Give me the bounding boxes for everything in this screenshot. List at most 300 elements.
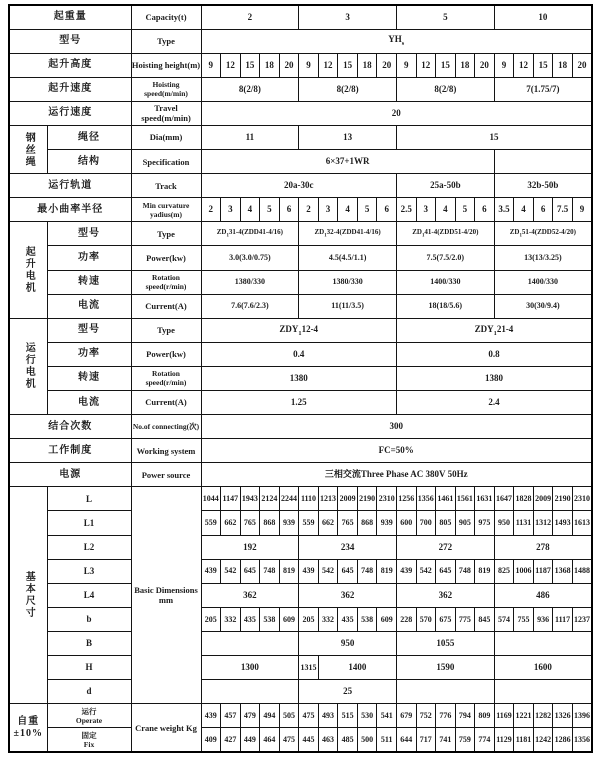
cell-content: 11(11/3.5) [331, 301, 364, 311]
cell-content: 12 [323, 59, 333, 70]
row-label-en-hm-power [131, 246, 201, 270]
cell-content: Crane weight Kg [135, 722, 197, 733]
cell-tm-power [201, 342, 396, 366]
row-label-zh-tm-type [47, 318, 131, 342]
cell-weight-fix [221, 728, 241, 752]
cell-hoisting-height [338, 53, 358, 77]
cell-dim-L3 [338, 559, 358, 583]
cell-content: 18 [362, 59, 372, 70]
cell-content: 电源 [59, 468, 82, 480]
cell-content: 485 [341, 734, 354, 744]
cell-content: 结合次数 [48, 420, 93, 432]
cell-dim-L [260, 487, 280, 511]
cell-dim-L [318, 487, 338, 511]
cell-hoisting-height [533, 53, 553, 77]
cell-weight-fix [338, 728, 358, 752]
cell-content: Rotation speed(r/min) [145, 273, 187, 292]
cell-content: $ZD_132-4(ZDD41-4/16)$ [314, 228, 381, 239]
cell-content: 1131 [515, 518, 532, 528]
cell-content: 332 [322, 614, 335, 624]
row-label-zh-tm-power [47, 342, 131, 366]
cell-content: 20 [479, 59, 489, 70]
cell-content: L [85, 493, 92, 504]
cell-tm-speed [201, 366, 396, 390]
cell-content: 1110 [300, 494, 317, 504]
row-label-en-connecting [131, 415, 201, 439]
cell-dim-b [533, 607, 553, 631]
cell-content: 645 [341, 566, 354, 576]
cell-content: 15 [343, 59, 353, 70]
cell-content: 运行速度 [48, 107, 93, 119]
cell-content: 205 [302, 614, 315, 624]
cell-content: 1315 [300, 662, 317, 672]
cell-content: 445 [302, 734, 315, 744]
cell-min-curvature [494, 198, 514, 222]
cell-min-curvature [318, 198, 338, 222]
cell-content: 6 [384, 204, 389, 215]
dim-label-L2 [47, 535, 131, 559]
cell-content: 4 [345, 204, 350, 215]
cell-dim-L [201, 487, 221, 511]
cell-content: 645 [243, 566, 256, 576]
cell-hm-current [396, 294, 494, 318]
cell-dim-L1 [533, 511, 553, 535]
row-label-zh-type [9, 29, 131, 53]
cell-content: Hoisting height(m) [131, 60, 201, 71]
cell-content: 600 [400, 518, 413, 528]
cell-rope-dia [396, 125, 592, 149]
row-label-en-travel-speed [131, 101, 201, 125]
cell-content: 2310 [378, 494, 395, 504]
cell-content: 427 [224, 734, 237, 744]
cell-dim-L3 [494, 559, 514, 583]
cell-min-curvature [416, 198, 436, 222]
cell-content: 205 [204, 614, 217, 624]
cell-weight-fix [260, 728, 280, 752]
cell-content: 819 [282, 566, 295, 576]
cell-content: 4 [521, 204, 526, 215]
cell-content: 759 [458, 734, 471, 744]
cell-content: 950 [497, 518, 510, 528]
cell-dim-b [377, 607, 397, 631]
cell-content: Power(kw) [146, 349, 186, 360]
cell-content: 型号 [78, 324, 100, 336]
cell-content: 1631 [476, 494, 493, 504]
cell-content: 645 [439, 566, 452, 576]
cell-content: 717 [419, 734, 432, 744]
cell-rope-spec [201, 150, 494, 174]
cell-dim-L3 [240, 559, 260, 583]
cell-content: 8(2/8) [336, 83, 359, 94]
cell-content: 774 [478, 734, 491, 744]
cell-hoisting-height [416, 53, 436, 77]
table-row-tm-current [9, 391, 592, 415]
cell-content: 1237 [573, 614, 590, 624]
cell-content: 662 [224, 518, 237, 528]
cell-weight-operate [572, 704, 592, 728]
cell-dim-d [396, 680, 494, 704]
cell-content: 8(2/8) [238, 83, 261, 94]
cell-content: 805 [439, 518, 452, 528]
cell-content: 1286 [554, 734, 571, 744]
cell-dim-H [318, 656, 396, 680]
cell-content: 2 [247, 11, 253, 22]
cell-content: 868 [361, 518, 374, 528]
cell-content: d [86, 686, 92, 697]
cell-dim-L1 [221, 511, 241, 535]
cell-hoisting-height [494, 53, 514, 77]
cell-content: 609 [380, 614, 393, 624]
cell-dim-L1 [416, 511, 436, 535]
row-label-zh-tm-speed [47, 366, 131, 390]
cell-hoisting-height [260, 53, 280, 77]
cell-content: 748 [361, 566, 374, 576]
cell-dim-L3 [416, 559, 436, 583]
cell-content: Hoisting speed(m/min) [144, 80, 188, 99]
cell-content: 679 [400, 710, 413, 720]
cell-dim-L [475, 487, 495, 511]
cell-content: 型号 [59, 35, 82, 47]
hoist-model [201, 29, 592, 53]
cell-track [396, 174, 494, 198]
travel-motor-model [396, 318, 592, 342]
cell-content: 运行 Operate [75, 706, 103, 725]
cell-hoisting-height [514, 53, 534, 77]
cell-dim-L3 [377, 559, 397, 583]
cell-content: 819 [380, 566, 393, 576]
cell-content: 300 [389, 421, 403, 432]
cell-dim-L1 [201, 511, 221, 535]
cell-content: 1300 [240, 662, 259, 673]
cell-content: 2190 [554, 494, 571, 504]
cell-content: 228 [400, 614, 413, 624]
cell-content: 1561 [456, 494, 473, 504]
row-label-en-hoisting-height [131, 53, 201, 77]
row-label-zh-hm-current [47, 294, 131, 318]
cell-content: 435 [341, 614, 354, 624]
cell-content: 1356 [417, 494, 434, 504]
table-row-capacity [9, 5, 592, 29]
cell-dim-b [201, 607, 221, 631]
cell-dim-L3 [260, 559, 280, 583]
cell-weight-operate [553, 704, 573, 728]
row-label-zh-hm-type [47, 222, 131, 246]
travel-motor-model [201, 318, 396, 342]
cell-min-curvature [279, 198, 299, 222]
cell-capacity [299, 5, 397, 29]
cell-content: 5 [267, 204, 272, 215]
cell-hoisting-height [221, 53, 241, 77]
cell-dim-L3 [201, 559, 221, 583]
cell-hoisting-height [475, 53, 495, 77]
table-row-working-system [9, 439, 592, 463]
cell-content: 609 [282, 614, 295, 624]
cell-hm-speed [201, 270, 299, 294]
cell-weight-operate [436, 704, 456, 728]
cell-weight-operate [514, 704, 534, 728]
cell-weight-operate [201, 704, 221, 728]
row-label-en-track [131, 174, 201, 198]
table-row-hoisting-speed [9, 77, 592, 101]
cell-weight-fix [553, 728, 573, 752]
cell-content: 8(2/8) [434, 83, 457, 94]
cell-content: 最小曲率半径 [37, 203, 104, 215]
cell-content: 三相交流Three Phase AC 380V 50Hz [324, 469, 468, 480]
cell-content: 559 [204, 518, 217, 528]
cell-content: 1943 [241, 494, 258, 504]
cell-content: 362 [243, 589, 257, 600]
cell-weight-operate [221, 704, 241, 728]
cell-content: 1380/330 [234, 277, 265, 287]
cell-min-curvature [357, 198, 377, 222]
cell-weight-operate [533, 704, 553, 728]
cell-content: 475 [302, 710, 315, 720]
cell-content: 765 [243, 518, 256, 528]
cell-content: 1242 [535, 734, 552, 744]
cell-min-curvature [377, 198, 397, 222]
table-row-type [9, 29, 592, 53]
hoist-motor-model [299, 222, 397, 246]
cell-hm-power [299, 246, 397, 270]
cell-content: 固定 Fix [81, 730, 97, 749]
cell-content: 1461 [437, 494, 454, 504]
cell-content: 755 [517, 614, 530, 624]
cell-min-curvature [436, 198, 456, 222]
cell-dim-B [494, 631, 592, 655]
hoist-motor-model [494, 222, 592, 246]
cell-dim-L [240, 487, 260, 511]
cell-dim-b [436, 607, 456, 631]
table-row-dim-L [9, 487, 592, 511]
cell-content: Specification [142, 156, 190, 167]
cell-dim-L3 [221, 559, 241, 583]
cell-content: 511 [380, 734, 393, 744]
cell-min-curvature [514, 198, 534, 222]
cell-content: $ZD_141-4(ZDD51-4/20)$ [412, 228, 479, 239]
cell-content: 自重 ±10% [13, 715, 43, 739]
row-label-fix [47, 728, 131, 752]
cell-content: 1396 [573, 710, 590, 720]
cell-content: 15 [489, 132, 499, 143]
cell-content: $ZD_131-4(ZDD41-4/16)$ [216, 228, 283, 239]
cell-dim-L [455, 487, 475, 511]
cell-dim-b [514, 607, 534, 631]
cell-content: 541 [380, 710, 393, 720]
cell-content: b [86, 613, 92, 624]
cell-content: 234 [340, 541, 355, 552]
table-row-dim-B [9, 631, 592, 655]
cell-content: 5 [364, 204, 370, 215]
row-label-zh-connecting [9, 415, 131, 439]
row-label-en-working-system [131, 439, 201, 463]
cell-content: $YH_s$ [388, 34, 405, 48]
cell-content: 542 [224, 566, 237, 576]
cell-weight-operate [279, 704, 299, 728]
cell-content: 542 [322, 566, 335, 576]
hoist-motor-model [201, 222, 299, 246]
cell-content: 6 [540, 204, 546, 215]
cell-dim-L1 [553, 511, 573, 535]
cell-hoisting-speed [299, 77, 397, 101]
cell-dim-L2 [494, 535, 592, 559]
cell-dim-b [357, 607, 377, 631]
cell-content: 3 [345, 11, 350, 22]
cell-dim-L3 [396, 559, 416, 583]
cell-weight-operate [377, 704, 397, 728]
cell-dim-L [396, 487, 416, 511]
cell-weight-fix [572, 728, 592, 752]
cell-content: 7(1.75/7) [526, 83, 560, 94]
cell-weight-operate [338, 704, 358, 728]
cell-dim-L [436, 487, 456, 511]
cell-content: 794 [458, 710, 471, 720]
dim-label-b [47, 607, 131, 631]
cell-weight-operate [416, 704, 436, 728]
cell-content: 电流 [78, 396, 100, 408]
group-label-basic-dimensions [9, 487, 47, 704]
table-row-rope-dia [9, 125, 592, 149]
cell-content: 基本尺寸 [23, 571, 35, 620]
row-label-zh-min-curvature [9, 198, 131, 222]
cell-content: 3 [325, 204, 331, 215]
cell-content: 20 [284, 59, 294, 70]
cell-min-curvature [338, 198, 358, 222]
cell-dim-L [514, 487, 534, 511]
row-label-zh-rope-spec [47, 150, 131, 174]
cell-content: 转速 [78, 276, 100, 288]
cell-min-curvature [240, 198, 260, 222]
cell-content: 4 [443, 204, 448, 215]
cell-content: 332 [224, 614, 237, 624]
cell-content: 570 [419, 614, 432, 624]
cell-content: 功率 [78, 251, 100, 263]
cell-content: 18 [460, 59, 470, 70]
cell-weight-fix [514, 728, 534, 752]
cell-content: 362 [438, 589, 453, 600]
cell-dim-b [299, 607, 319, 631]
cell-dim-L [416, 487, 436, 511]
cell-hoisting-height [299, 53, 319, 77]
row-label-en-tm-type [131, 318, 201, 342]
cell-content: 工作制度 [48, 444, 93, 456]
cell-track [201, 174, 396, 198]
cell-dim-b [455, 607, 475, 631]
cell-content: Dia(mm) [149, 132, 183, 143]
cell-dim-L1 [279, 511, 299, 535]
table-row-tm-power [9, 342, 592, 366]
cell-content: 15 [440, 59, 450, 70]
cell-content: 18 [264, 59, 274, 70]
cell-content: 7.6(7.6/2.3) [231, 301, 269, 311]
row-label-en-hm-current [131, 294, 201, 318]
table-row-dim-H [9, 656, 592, 680]
cell-content: Type [157, 325, 175, 336]
cell-dim-H [201, 656, 299, 680]
cell-hoisting-height [279, 53, 299, 77]
cell-content: $ZDY_112-4$ [279, 323, 319, 337]
cell-content: Track [155, 180, 177, 191]
cell-content: 439 [204, 710, 217, 720]
cell-tm-current [201, 391, 396, 415]
row-label-zh-capacity [9, 5, 131, 29]
cell-min-curvature [475, 198, 495, 222]
cell-content: 362 [340, 589, 355, 600]
cell-content: 3 [423, 204, 429, 215]
cell-hoisting-height [553, 53, 573, 77]
cell-dim-L3 [553, 559, 573, 583]
cell-dim-L3 [436, 559, 456, 583]
cell-hoisting-height [455, 53, 475, 77]
cell-content: 1044 [202, 494, 219, 504]
cell-content: 10 [538, 11, 548, 22]
table-row-hm-type [9, 222, 592, 246]
cell-content: 9 [579, 204, 585, 215]
cell-min-curvature [260, 198, 280, 222]
cell-capacity [396, 5, 494, 29]
cell-content: 2124 [261, 494, 278, 504]
cell-content: 9 [403, 59, 409, 70]
cell-content: Power source [141, 469, 191, 480]
cell-content: 1312 [535, 518, 552, 528]
row-label-en-hoisting-speed [131, 77, 201, 101]
cell-weight-operate [240, 704, 260, 728]
cell-content: 1356 [573, 734, 590, 744]
cell-tm-speed [396, 366, 592, 390]
cell-content: 15 [538, 59, 548, 70]
cell-content: 2 [306, 204, 311, 215]
cell-content: 1117 [555, 614, 571, 624]
cell-content: 1282 [535, 710, 552, 720]
row-label-en-tm-power [131, 342, 201, 366]
cell-content: 1380 [289, 373, 308, 384]
cell-tm-current [396, 391, 592, 415]
cell-content: 6×37+1WR [325, 156, 370, 167]
cell-min-curvature [201, 198, 221, 222]
cell-content: FC=50% [378, 445, 414, 456]
table-row-dim-d [9, 680, 592, 704]
dim-label-L1 [47, 511, 131, 535]
cell-content: 起升电机 [23, 246, 35, 295]
cell-content: 272 [438, 541, 453, 552]
cell-dim-L1 [260, 511, 280, 535]
cell-content: 1221 [515, 710, 532, 720]
cell-content: 825 [497, 566, 510, 576]
table-row-weight-operate [9, 704, 592, 728]
cell-content: 2.4 [488, 397, 500, 408]
cell-content: 功率 [78, 348, 100, 360]
cell-dim-B [396, 631, 494, 655]
cell-content: 278 [536, 541, 550, 552]
cell-content: 439 [204, 566, 217, 576]
cell-weight-fix [416, 728, 436, 752]
cell-content: Type [157, 36, 175, 47]
cell-hoisting-height [318, 53, 338, 77]
cell-content: 1600 [533, 662, 552, 673]
cell-content: Travel speed(m/min) [141, 103, 191, 124]
cell-content: 20 [382, 59, 392, 70]
cell-dim-L1 [455, 511, 475, 535]
cell-content: 538 [263, 614, 276, 624]
cell-hm-speed [494, 270, 592, 294]
cell-hoisting-height [201, 53, 221, 77]
cell-dim-L [533, 487, 553, 511]
cell-content: $ZD_151-4(ZDD52-4/20)$ [509, 228, 576, 239]
cell-hoisting-height [357, 53, 377, 77]
table-row-dim-L3 [9, 559, 592, 583]
cell-dim-B [201, 631, 299, 655]
cell-dim-L [338, 487, 358, 511]
cell-content: 662 [322, 518, 335, 528]
